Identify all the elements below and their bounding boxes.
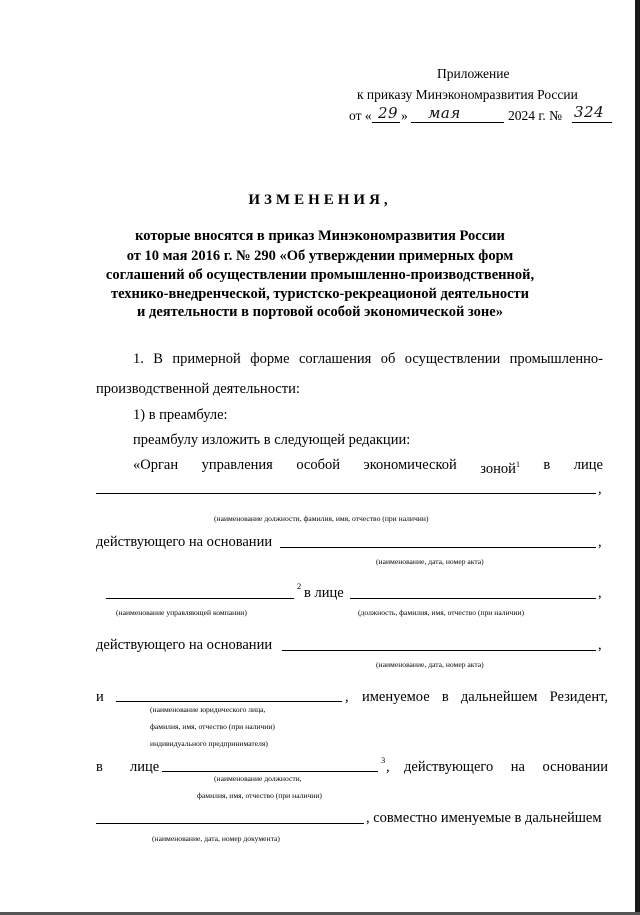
caption-document: (наименование, дата, номер документа) [152,834,280,843]
subheading-line-3: соглашений об осуществлении промышленно-производственной, [105,267,535,283]
v-label: в [96,759,103,775]
acting-basis-justified [404,758,608,776]
representative-blank-2 [162,771,378,772]
in-person-label: в лице [304,585,344,601]
preamble-word-5: зоной$^1$ [480,460,520,477]
caption-position-3b: фамилия, имя, отчество (при наличии) [197,791,322,800]
basis-word: основании [542,759,608,775]
paragraph-3: преамбулу изложить в следующей редакции: [133,432,411,448]
subheading-line-5: и деятельности в портовой особой экономической зоне» [137,304,503,320]
basis-blank-1 [280,547,596,548]
scan-edge-right [635,0,640,915]
preamble-word-6: в [543,457,551,473]
paragraph-1-line-2: производственной деятельности: [96,381,300,397]
document-blank [96,823,364,824]
basis-blank-2 [282,650,596,651]
and-label: и [96,689,104,705]
mgmt-company-blank [106,598,294,599]
acting-word: действующего [404,759,494,775]
preamble-line [133,456,603,478]
day-underline [372,122,400,123]
document-heading: ИЗМЕНЕНИЯ, [248,192,392,208]
acting-basis-label-2: действующего на основании [96,637,273,653]
footnote-1-marker: 1 [515,460,520,469]
month-underline [411,122,504,123]
appendix-month: мая [428,104,461,122]
comma-6: , [386,759,390,775]
appendix-date-prefix: от « [349,108,372,123]
preamble-word-4: экономической [363,457,457,473]
preamble-word-2: управления [201,457,273,473]
paragraph-2: 1) в преамбуле: [133,407,228,423]
footnote-2-marker: 2 [297,581,302,591]
comma-4: , [598,637,602,653]
caption-position-2: (должность, фамилия, имя, отчество (при наличии) [358,608,525,617]
caption-legal-3: индивидуального предпринимателя) [150,739,268,748]
caption-legal-1: (наименование юридического лица, [150,705,266,714]
subheading-line-4: технико-внедренческой, туристско-рекреационой деятельности [111,286,529,302]
comma-3: , [598,585,602,601]
subheading-line-1: которые вносятся в приказ Минэкономразвития России [135,228,505,244]
face-label: лице [130,759,160,775]
appendix-date-mid: » [401,108,408,123]
caption-legal-2: фамилия, имя, отчество (при наличии) [150,722,275,731]
appendix-number: 324 [574,103,605,121]
resident-blank [116,701,342,702]
acting-basis-label-1: действующего на основании [96,534,273,550]
appendix-year: 2024 г. № [508,108,563,123]
comma-1: , [598,481,602,497]
jointly-text: , совместно именуемые в дальнейшем [366,810,602,826]
footnote-3-marker: 3 [381,755,386,765]
appendix-day: 29 [378,104,399,122]
caption-act-2: (наименование, дата, номер акта) [376,660,484,669]
na-word: на [510,759,525,775]
caption-act-1: (наименование, дата, номер акта) [376,557,484,566]
paragraph-1-line-1: 1. В примерной форме соглашения об осуществлении промышленно- [133,351,603,367]
hereinafter-resident: именуемое в дальнейшем Резидент, [362,689,608,705]
comma-5: , [345,689,349,705]
comma-2: , [598,534,602,550]
caption-position-3a: (наименование должности, [214,774,302,783]
subheading-line-2: от 10 мая 2016 г. № 290 «Об утверждении примерных форм [126,248,514,264]
representative-blank [350,598,596,599]
caption-mgmt-company: (наименование управляющей компании) [116,608,247,617]
preamble-word-3: особой [296,457,340,473]
caption-position: (наименование должности, фамилия, имя, отчество (при наличии) [214,514,429,523]
position-blank [96,493,596,494]
appendix-title: Приложение [437,66,510,81]
preamble-word-1: «Орган [133,457,179,473]
appendix-order: к приказу Минэкономразвития России [357,87,578,102]
preamble-word-7: лице [573,457,603,473]
number-underline [572,122,612,123]
